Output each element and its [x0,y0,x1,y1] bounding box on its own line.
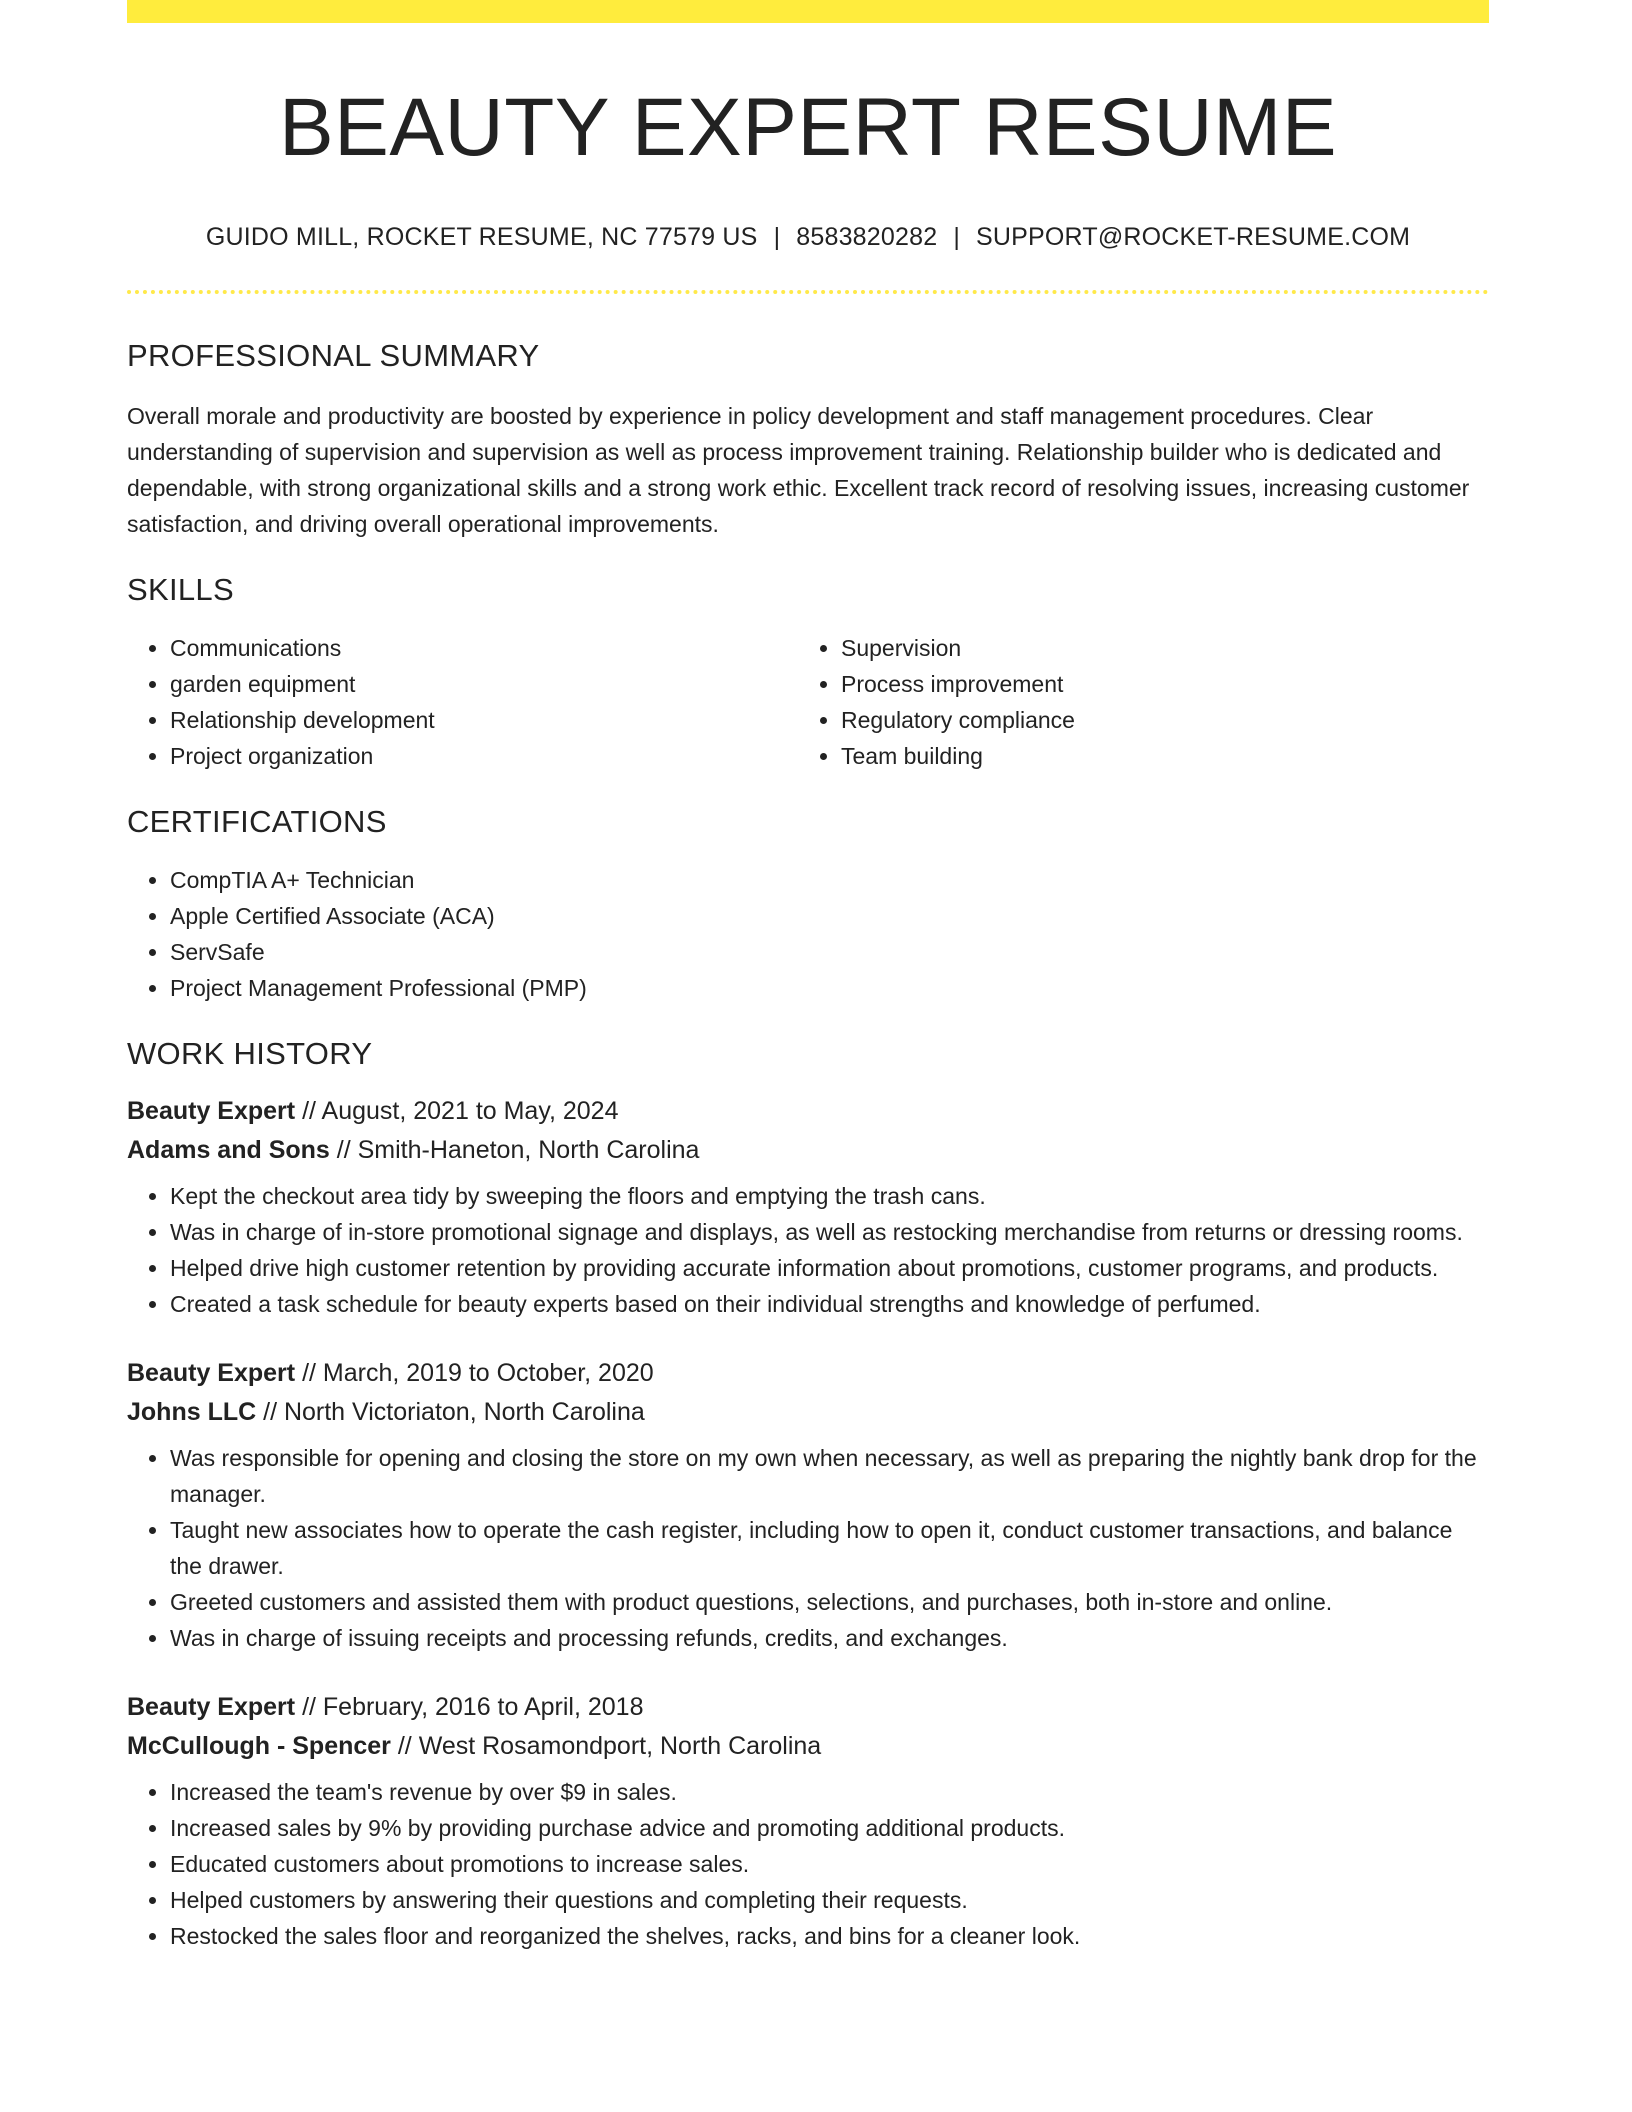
job-bullet: • Was in charge of issuing receipts and processing refunds, credits, and exchanges. [170,1620,1489,1656]
job-bullet: • Was responsible for opening and closing the store on my own when necessary, as well as preparing the nightly bank drop for the manager. [170,1440,1489,1512]
job-bullet: • Was in charge of in-store promotional signage and displays, as well as restocking merchandise from returns or dressing rooms. [170,1214,1489,1250]
skills-grid [127,630,1489,774]
certifications-heading: CERTIFICATIONS [127,804,387,840]
job-bullet: • Created a task schedule for beauty experts based on their individual strengths and knowledge of perfumed. [170,1286,1489,1322]
job-company: Johns LLC [127,1398,257,1427]
contact-address: GUIDO MILL, ROCKET RESUME, NC 77579 US [205,223,758,252]
job-bullet: • Greeted customers and assisted them with product questions, selections, and purchases, both in-store and online. [170,1584,1489,1620]
job-company: McCullough - Spencer [127,1732,391,1761]
work-history-heading: WORK HISTORY [127,1036,373,1072]
job-entry [127,1688,1489,1954]
skill-item: • Process improvement [841,666,1489,702]
job-bullets [127,1774,1489,1954]
job-company-line [127,1727,1489,1766]
job-bullet: • Helped drive high customer retention by providing accurate information about promotions, customer programs, and products. [170,1250,1489,1286]
job-title-line [127,1688,1489,1727]
skills-list-right [798,630,1489,774]
job-company-line [127,1393,1489,1432]
job-location: // West Rosamondport, North Carolina [390,1732,822,1761]
job-bullets [127,1440,1489,1656]
summary-text: Overall morale and productivity are boosted by experience in policy development and staff management procedures. Clear understanding of supervision and supervision as well as process improvement training. Relationship builder who is dedicated and dependable, with strong organizational skills and a strong work ethic. Excellent track record of resolving issues, increasing customer satisfaction, and driving overall operational improvements. [127,403,1470,538]
skill-item: • Communications [170,630,798,666]
resume-content [127,23,1489,1954]
job-bullet: • Restocked the sales floor and reorganized the shelves, racks, and bins for a cleaner look. [170,1918,1489,1954]
job-title-line [127,1354,1489,1393]
certification-item: • CompTIA A+ Technician [170,862,1489,898]
job-location: // North Victoriaton, North Carolina [256,1398,645,1427]
skill-item: • Project organization [170,738,798,774]
job-bullet: • Kept the checkout area tidy by sweeping the floors and emptying the trash cans. [170,1178,1489,1214]
job-dates: // August, 2021 to May, 2024 [295,1097,619,1126]
job-bullet: • Taught new associates how to operate the cash register, including how to open it, conduct customer transactions, and balance the drawer. [170,1512,1489,1584]
contact-phone: 8583820282 [796,223,938,252]
job-bullets [127,1178,1489,1322]
skill-item: • Regulatory compliance [841,702,1489,738]
skill-item: • Team building [841,738,1489,774]
accent-bar [127,0,1489,23]
certification-item: • Apple Certified Associate (ACA) [170,898,1489,934]
job-company-line [127,1131,1489,1170]
job-bullet: • Educated customers about promotions to increase sales. [170,1846,1489,1882]
skill-item: • garden equipment [170,666,798,702]
skills-list-left [127,630,798,774]
certification-item: • ServSafe [170,934,1489,970]
summary-heading: PROFESSIONAL SUMMARY [127,338,540,374]
contact-email: SUPPORT@ROCKET-RESUME.COM [976,223,1411,252]
job-company: Adams and Sons [127,1136,330,1165]
contact-line [127,223,1489,252]
job-dates: // February, 2016 to April, 2018 [295,1693,644,1722]
skill-item: • Supervision [841,630,1489,666]
certifications-list [127,862,1489,1006]
job-title-line [127,1092,1489,1131]
job-entry [127,1092,1489,1322]
job-title: Beauty Expert [127,1359,296,1388]
resume-title: BEAUTY EXPERT RESUME [278,82,1338,173]
job-dates: // March, 2019 to October, 2020 [295,1359,654,1388]
job-entry [127,1354,1489,1656]
job-title: Beauty Expert [127,1693,296,1722]
job-location: // Smith-Haneton, North Carolina [329,1136,700,1165]
job-title: Beauty Expert [127,1097,296,1126]
skills-heading: SKILLS [127,572,234,608]
skill-item: • Relationship development [170,702,798,738]
contact-separator: | [953,223,961,252]
dotted-divider [127,290,1489,294]
certification-item: • Project Management Professional (PMP) [170,970,1489,1006]
job-bullet: • Increased sales by 9% by providing purchase advice and promoting additional products. [170,1810,1489,1846]
job-bullet: • Helped customers by answering their questions and completing their requests. [170,1882,1489,1918]
job-bullet: • Increased the team's revenue by over $9 in sales. [170,1774,1489,1810]
contact-separator: | [773,223,781,252]
